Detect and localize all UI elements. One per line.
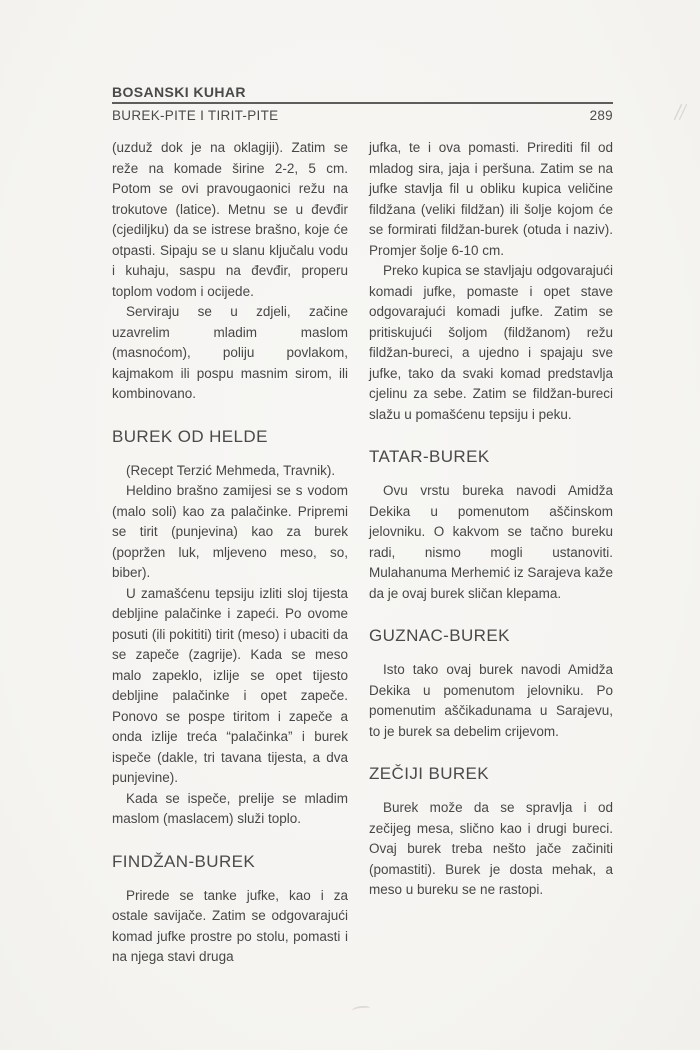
paragraph: (Recept Terzić Mehmeda, Travnik).: [126, 462, 336, 478]
section-heading: FINDŽAN-BUREK: [112, 851, 256, 871]
paragraph: Isto tako ovaj burek navodi Amidža Dekika u pomenutom jelovniku. Po pomenutim aščikadunama u Sarajevu, to je burek sa debelim crijevom.: [369, 662, 613, 739]
running-head: [112, 84, 613, 123]
chapter-title: BUREK-PITE I TIRIT-PITE: [112, 108, 279, 123]
scan-smudge-bottom-center: [352, 1005, 371, 1014]
paragraph: jufka, te i ova pomasti. Prirediti fil od mladog sira, jaja i peršuna. Zatim se na jufke stavlja fil u obliku kupica veličine fildžana (veliki fildžan) ili šolje kojom će se formirati fildžan-burek (otuda i naziv). Promjer šolje 6-10 cm.: [369, 140, 613, 258]
section-heading: GUZNAC-BUREK: [369, 626, 510, 645]
book-title: BOSANSKI KUHAR: [112, 84, 613, 104]
paragraph: Serviraju se u zdjeli, začine uzavrelim mladim maslom (masnoćom), poliju povlakom, kajmakom ili pospu masnim sirom, ili kombinovano.: [112, 304, 348, 401]
text-columns: [112, 138, 613, 968]
left-column: [112, 138, 348, 968]
page-number: 289: [589, 108, 613, 123]
paragraph: Burek može da se spravlja i od zečijeg mesa, slično kao i drugi bureci. Ovaj burek treba nešto jače začiniti (pomastiti). Burek je dosta mehak, a meso u bureku se ne rastopi.: [369, 800, 613, 897]
scan-smudge-top-right: [674, 104, 688, 120]
paragraph: (uzduž dok je na oklagiji). Zatim se reže na komade širine 2-2, 5 cm. Potom se ovi pravougaonici režu na trokutove (latice). Metnu se u đevđir (cjediljku) da se istrese brašno, koje će otpasti. Sipaju se u slanu ključalu vodu i kuhaju, saspu na đevđir, properu toplom vodom i ocijede.: [112, 140, 348, 299]
right-column: [369, 138, 613, 968]
paragraph: Preko kupica se stavljaju odgovarajući komadi jufke, pomaste i opet stave odgovarajući komadi jufke. Zatim se pritiskujući šoljom (fildžanom) režu fildžan-bureci, a ujedno i spajaju sve jufke, tako da svaki komad predstavlja cjelinu za sebe. Zatim se fildžan-bureci slažu u pomašćenu tepsiju i peku.: [369, 263, 613, 422]
paragraph: Kada se ispeče, prelije se mladim maslom (maslacem) služi toplo.: [112, 790, 348, 826]
paragraph: U zamašćenu tepsiju izliti sloj tijesta debljine palačinke i zapeći. Po ovome posuti (ili pokititi) tirit (meso) i ubaciti da se zapeče (zagrije). Kada se meso malo zapeklo, izlije se opet tijesto debljine palačinke i opet zapeče. Ponovo se pospe tiritom i zapeče a onda izlije treća “palačinka” i burek ispeče (dakle, tri tavana tijesta, a dva punjevine).: [112, 585, 348, 785]
paragraph: Ovu vrstu bureka navodi Amidža Dekika u pomenutom aščinskom jelovniku. O kakvom se tačno bureku radi, nismo mogli ustanoviti. Mulahanuma Merhemić iz Sarajeva kaže da je ovaj burek sličan klepama.: [369, 483, 613, 601]
section-heading: ZEČIJI BUREK: [369, 764, 490, 783]
chapter-row: [112, 104, 613, 123]
paragraph: Prirede se tanke jufke, kao i za ostale savijače. Zatim se odgovarajući komad jufke prostre po stolu, pomasti i na njega stavi druga: [112, 887, 348, 964]
section-heading: TATAR-BUREK: [369, 447, 490, 466]
paragraph: Heldino brašno zamijesi se s vodom (malo soli) kao za palačinke. Pripremi se tirit (punjevina) kao za burek (popržen luk, mljeveno meso, so, biber).: [112, 483, 348, 580]
section-heading: BUREK OD HELDE: [112, 426, 268, 446]
